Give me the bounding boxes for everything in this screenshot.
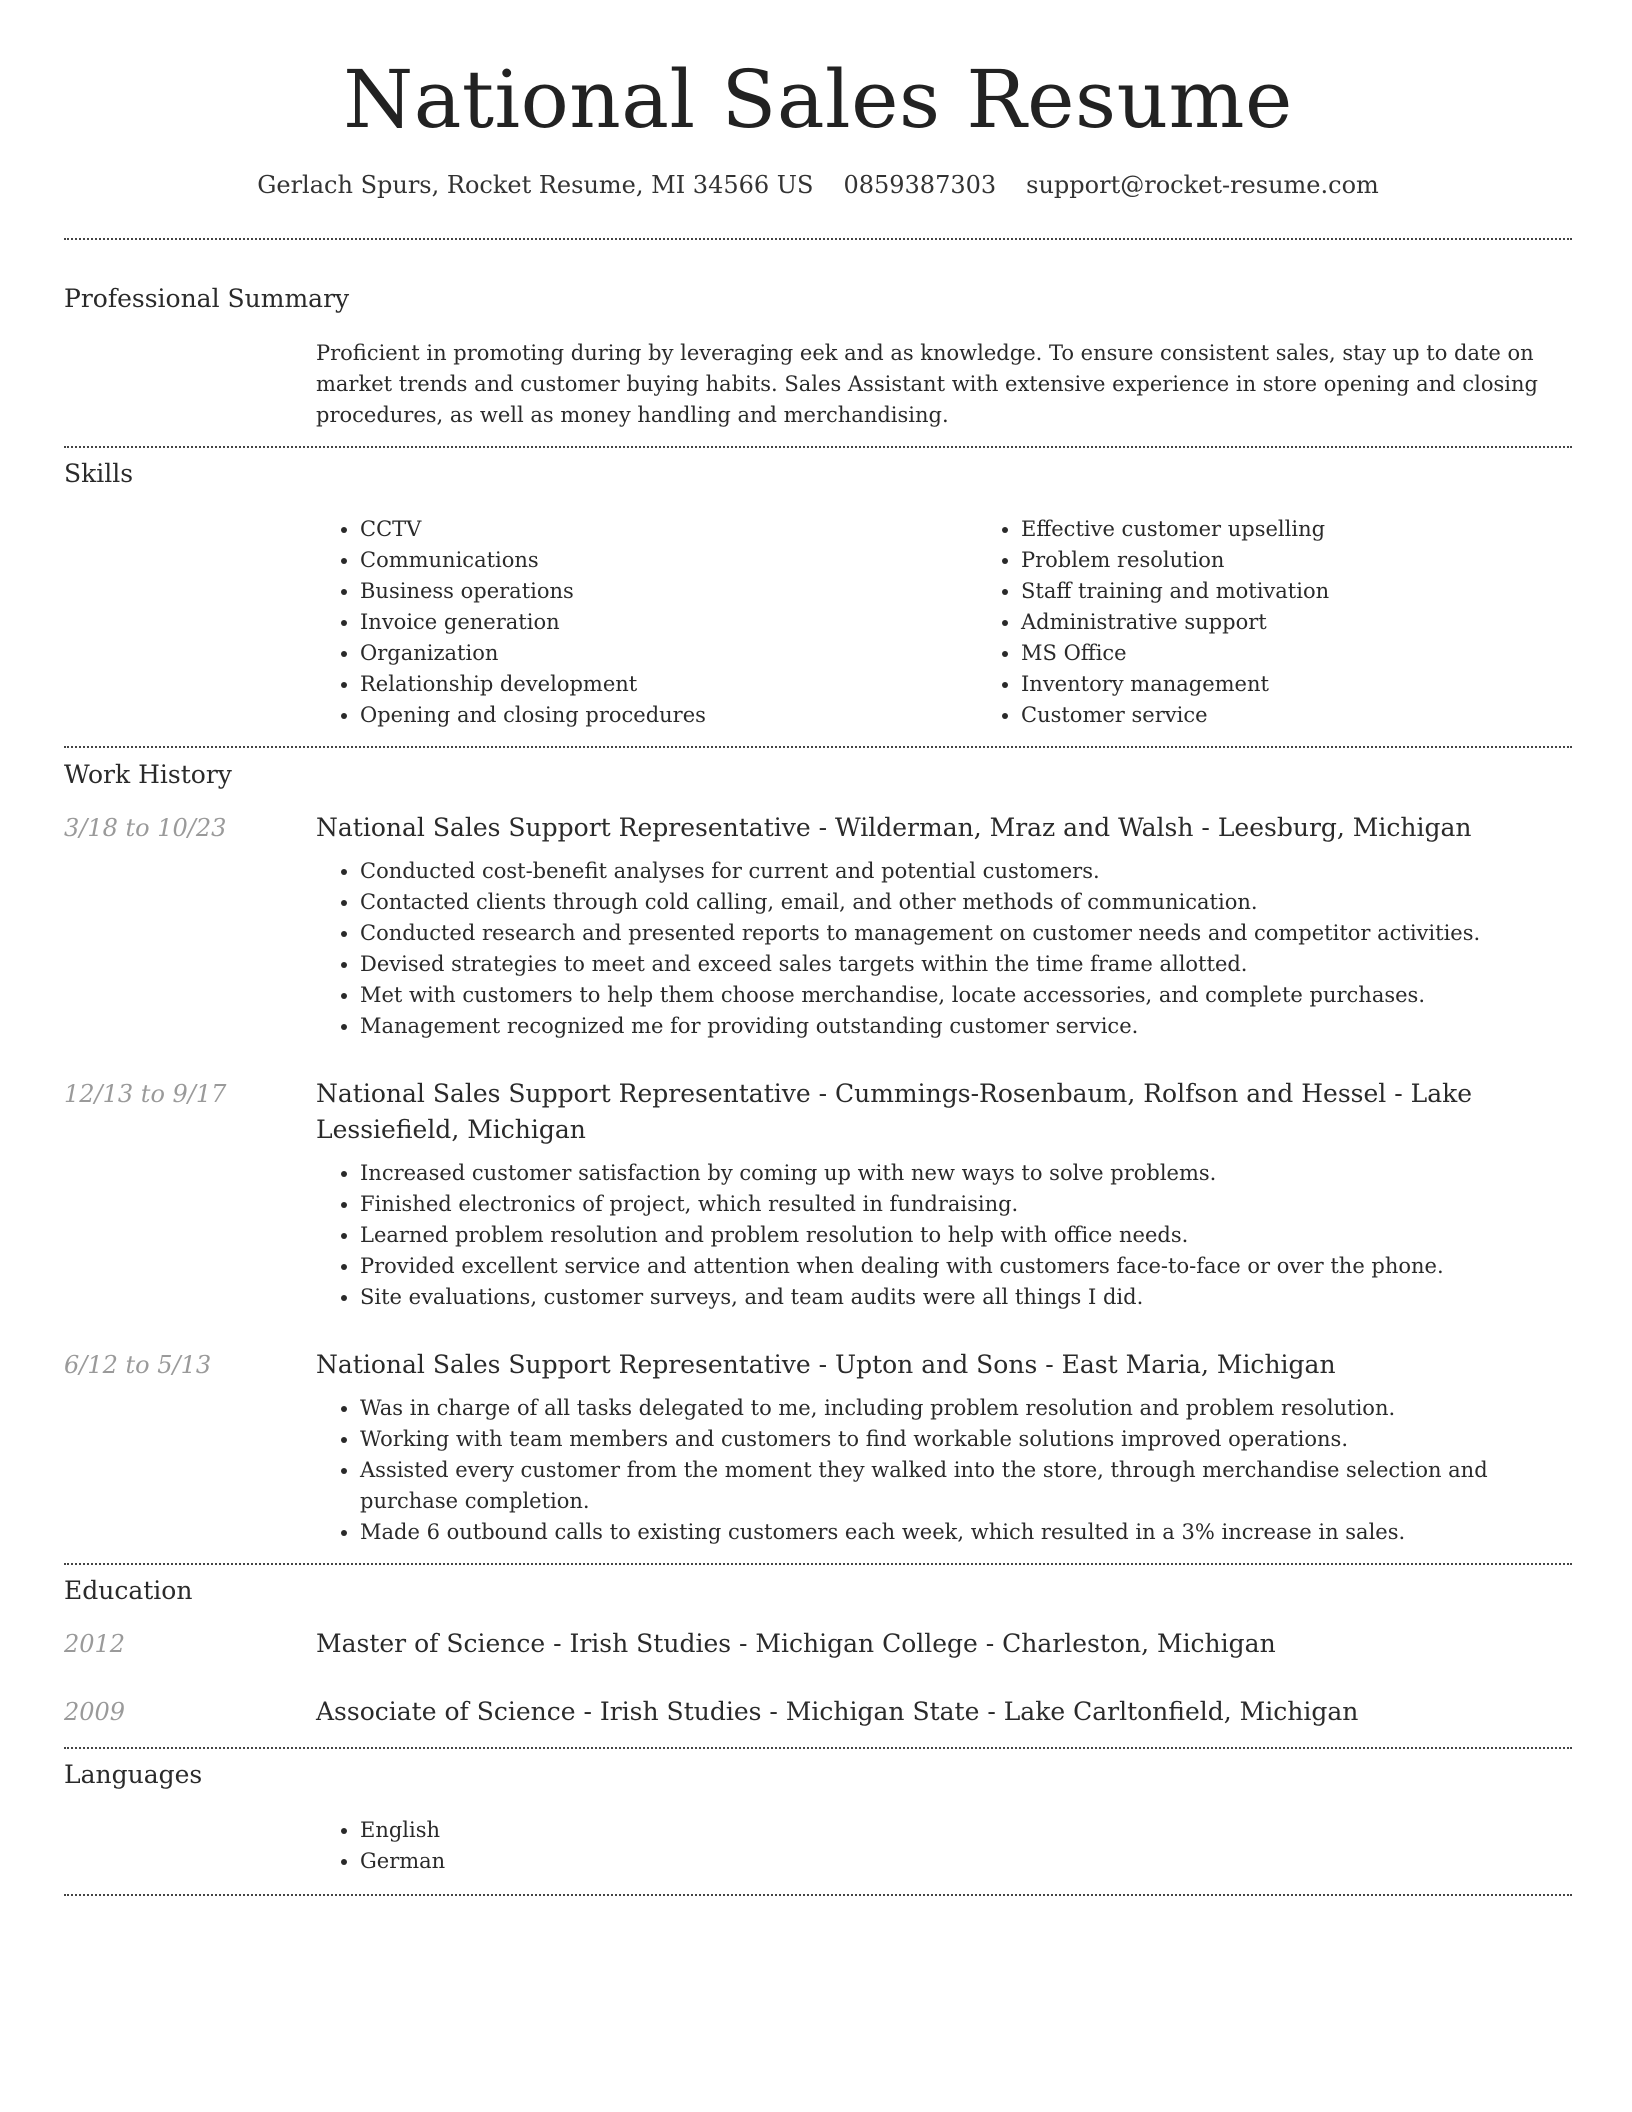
education-section (64, 1576, 1572, 1730)
job-entry (64, 1347, 1572, 1548)
job-bullet: • Assisted every customer from the moment they walked into the store, through merchandise selection and purchase completion. (360, 1455, 1572, 1517)
education-entry (64, 1694, 1572, 1730)
job-bullet: • Site evaluations, customer surveys, and team audits were all things I did. (360, 1282, 1572, 1313)
resume-name: National Sales Resume (343, 53, 1293, 146)
job-dates: 3/18 to 10/23 (64, 814, 227, 842)
skill-item: • Organization (360, 638, 977, 669)
skill-item: • Opening and closing procedures (360, 700, 977, 731)
job-bullet: • Contacted clients through cold calling, email, and other methods of communication. (360, 887, 1572, 918)
work-history-title: Work History (64, 760, 232, 789)
contact-email[interactable]: support@rocket-resume.com (1026, 171, 1379, 199)
section-divider (64, 1894, 1572, 1896)
education-year: 2012 (64, 1630, 126, 1658)
job-bullet: • Conducted cost-benefit analyses for current and potential customers. (360, 856, 1572, 887)
section-divider (64, 746, 1572, 748)
education-detail: Associate of Science - Irish Studies - Michigan State - Lake Carltonfield, Michigan (316, 1697, 1359, 1726)
job-bullet: • Conducted research and presented reports to management on customer needs and competitor activities. (360, 918, 1572, 949)
languages-section (64, 1760, 1572, 1877)
section-divider (64, 1563, 1572, 1565)
education-entry (64, 1626, 1572, 1662)
skill-item: • Administrative support (1021, 607, 1572, 638)
skill-item: • Customer service (1021, 700, 1572, 731)
skill-item: • MS Office (1021, 638, 1572, 669)
education-title: Education (64, 1576, 193, 1605)
section-divider (64, 1747, 1572, 1749)
job-bullet: • Made 6 outbound calls to existing customers each week, which resulted in a 3% increase in sales. (360, 1517, 1572, 1548)
skill-item: • Relationship development (360, 669, 977, 700)
skill-item: • Effective customer upselling (1021, 514, 1572, 545)
summary-text: Proficient in promoting during by leveraging eek and as knowledge. To ensure consistent sales, stay up to date on market trends and customer buying habits. Sales Assistant with extensive experience in store opening and closing procedures, as well as money handling and merchandising. (316, 341, 1538, 427)
job-bullet: • Provided excellent service and attention when dealing with customers face-to-face or over the phone. (360, 1251, 1572, 1282)
skills-list-left (316, 514, 977, 731)
skills-section (64, 459, 1572, 731)
skills-grid (316, 514, 1572, 731)
job-bullet: • Increased customer satisfaction by coming up with new ways to solve problems. (360, 1158, 1572, 1189)
job-bullet: • Devised strategies to meet and exceed sales targets within the time frame allotted. (360, 949, 1572, 980)
skill-item: • CCTV (360, 514, 977, 545)
section-divider (64, 446, 1572, 448)
skill-item: • Communications (360, 545, 977, 576)
job-bullet: • Working with team members and customers to find workable solutions improved operations. (360, 1424, 1572, 1455)
skills-list-right (977, 514, 1572, 731)
contact-address: Gerlach Spurs, Rocket Resume, MI 34566 US (257, 171, 814, 199)
job-bullets (316, 856, 1572, 1042)
job-heading: National Sales Support Representative - Wilderman, Mraz and Walsh - Leesburg, Michigan (316, 813, 1472, 842)
job-bullet: • Learned problem resolution and problem resolution to help with office needs. (360, 1220, 1572, 1251)
language-item: • English (360, 1815, 1572, 1846)
summary-section (64, 284, 1572, 431)
education-year: 2009 (64, 1698, 126, 1726)
languages-list (316, 1815, 1572, 1877)
resume-content (64, 0, 1572, 1896)
job-heading: National Sales Support Representative - Upton and Sons - East Maria, Michigan (316, 1350, 1336, 1379)
skill-item: • Business operations (360, 576, 977, 607)
job-entry (64, 1076, 1572, 1313)
job-entry (64, 810, 1572, 1042)
job-bullet: • Management recognized me for providing outstanding customer service. (360, 1011, 1572, 1042)
skill-item: • Staff training and motivation (1021, 576, 1572, 607)
work-history-section (64, 760, 1572, 1548)
job-bullet: • Was in charge of all tasks delegated to me, including problem resolution and problem resolution. (360, 1393, 1572, 1424)
job-bullet: • Met with customers to help them choose merchandise, locate accessories, and complete purchases. (360, 980, 1572, 1011)
contact-line (64, 170, 1572, 200)
job-heading: National Sales Support Representative - Cummings-Rosenbaum, Rolfson and Hessel - Lake Lessiefield, Michigan (316, 1079, 1473, 1144)
language-item: • German (360, 1846, 1572, 1877)
job-dates: 12/13 to 9/17 (64, 1080, 227, 1108)
skills-title: Skills (64, 459, 134, 488)
job-bullets (316, 1393, 1572, 1548)
job-bullets (316, 1158, 1572, 1313)
contact-phone: 0859387303 (843, 171, 997, 199)
education-detail: Master of Science - Irish Studies - Michigan College - Charleston, Michigan (316, 1629, 1276, 1658)
summary-title: Professional Summary (64, 284, 350, 313)
skill-item: • Problem resolution (1021, 545, 1572, 576)
section-divider (64, 238, 1572, 240)
job-bullet: • Finished electronics of project, which resulted in fundraising. (360, 1189, 1572, 1220)
skill-item: • Inventory management (1021, 669, 1572, 700)
languages-title: Languages (64, 1760, 203, 1789)
job-dates: 6/12 to 5/13 (64, 1351, 212, 1379)
skill-item: • Invoice generation (360, 607, 977, 638)
